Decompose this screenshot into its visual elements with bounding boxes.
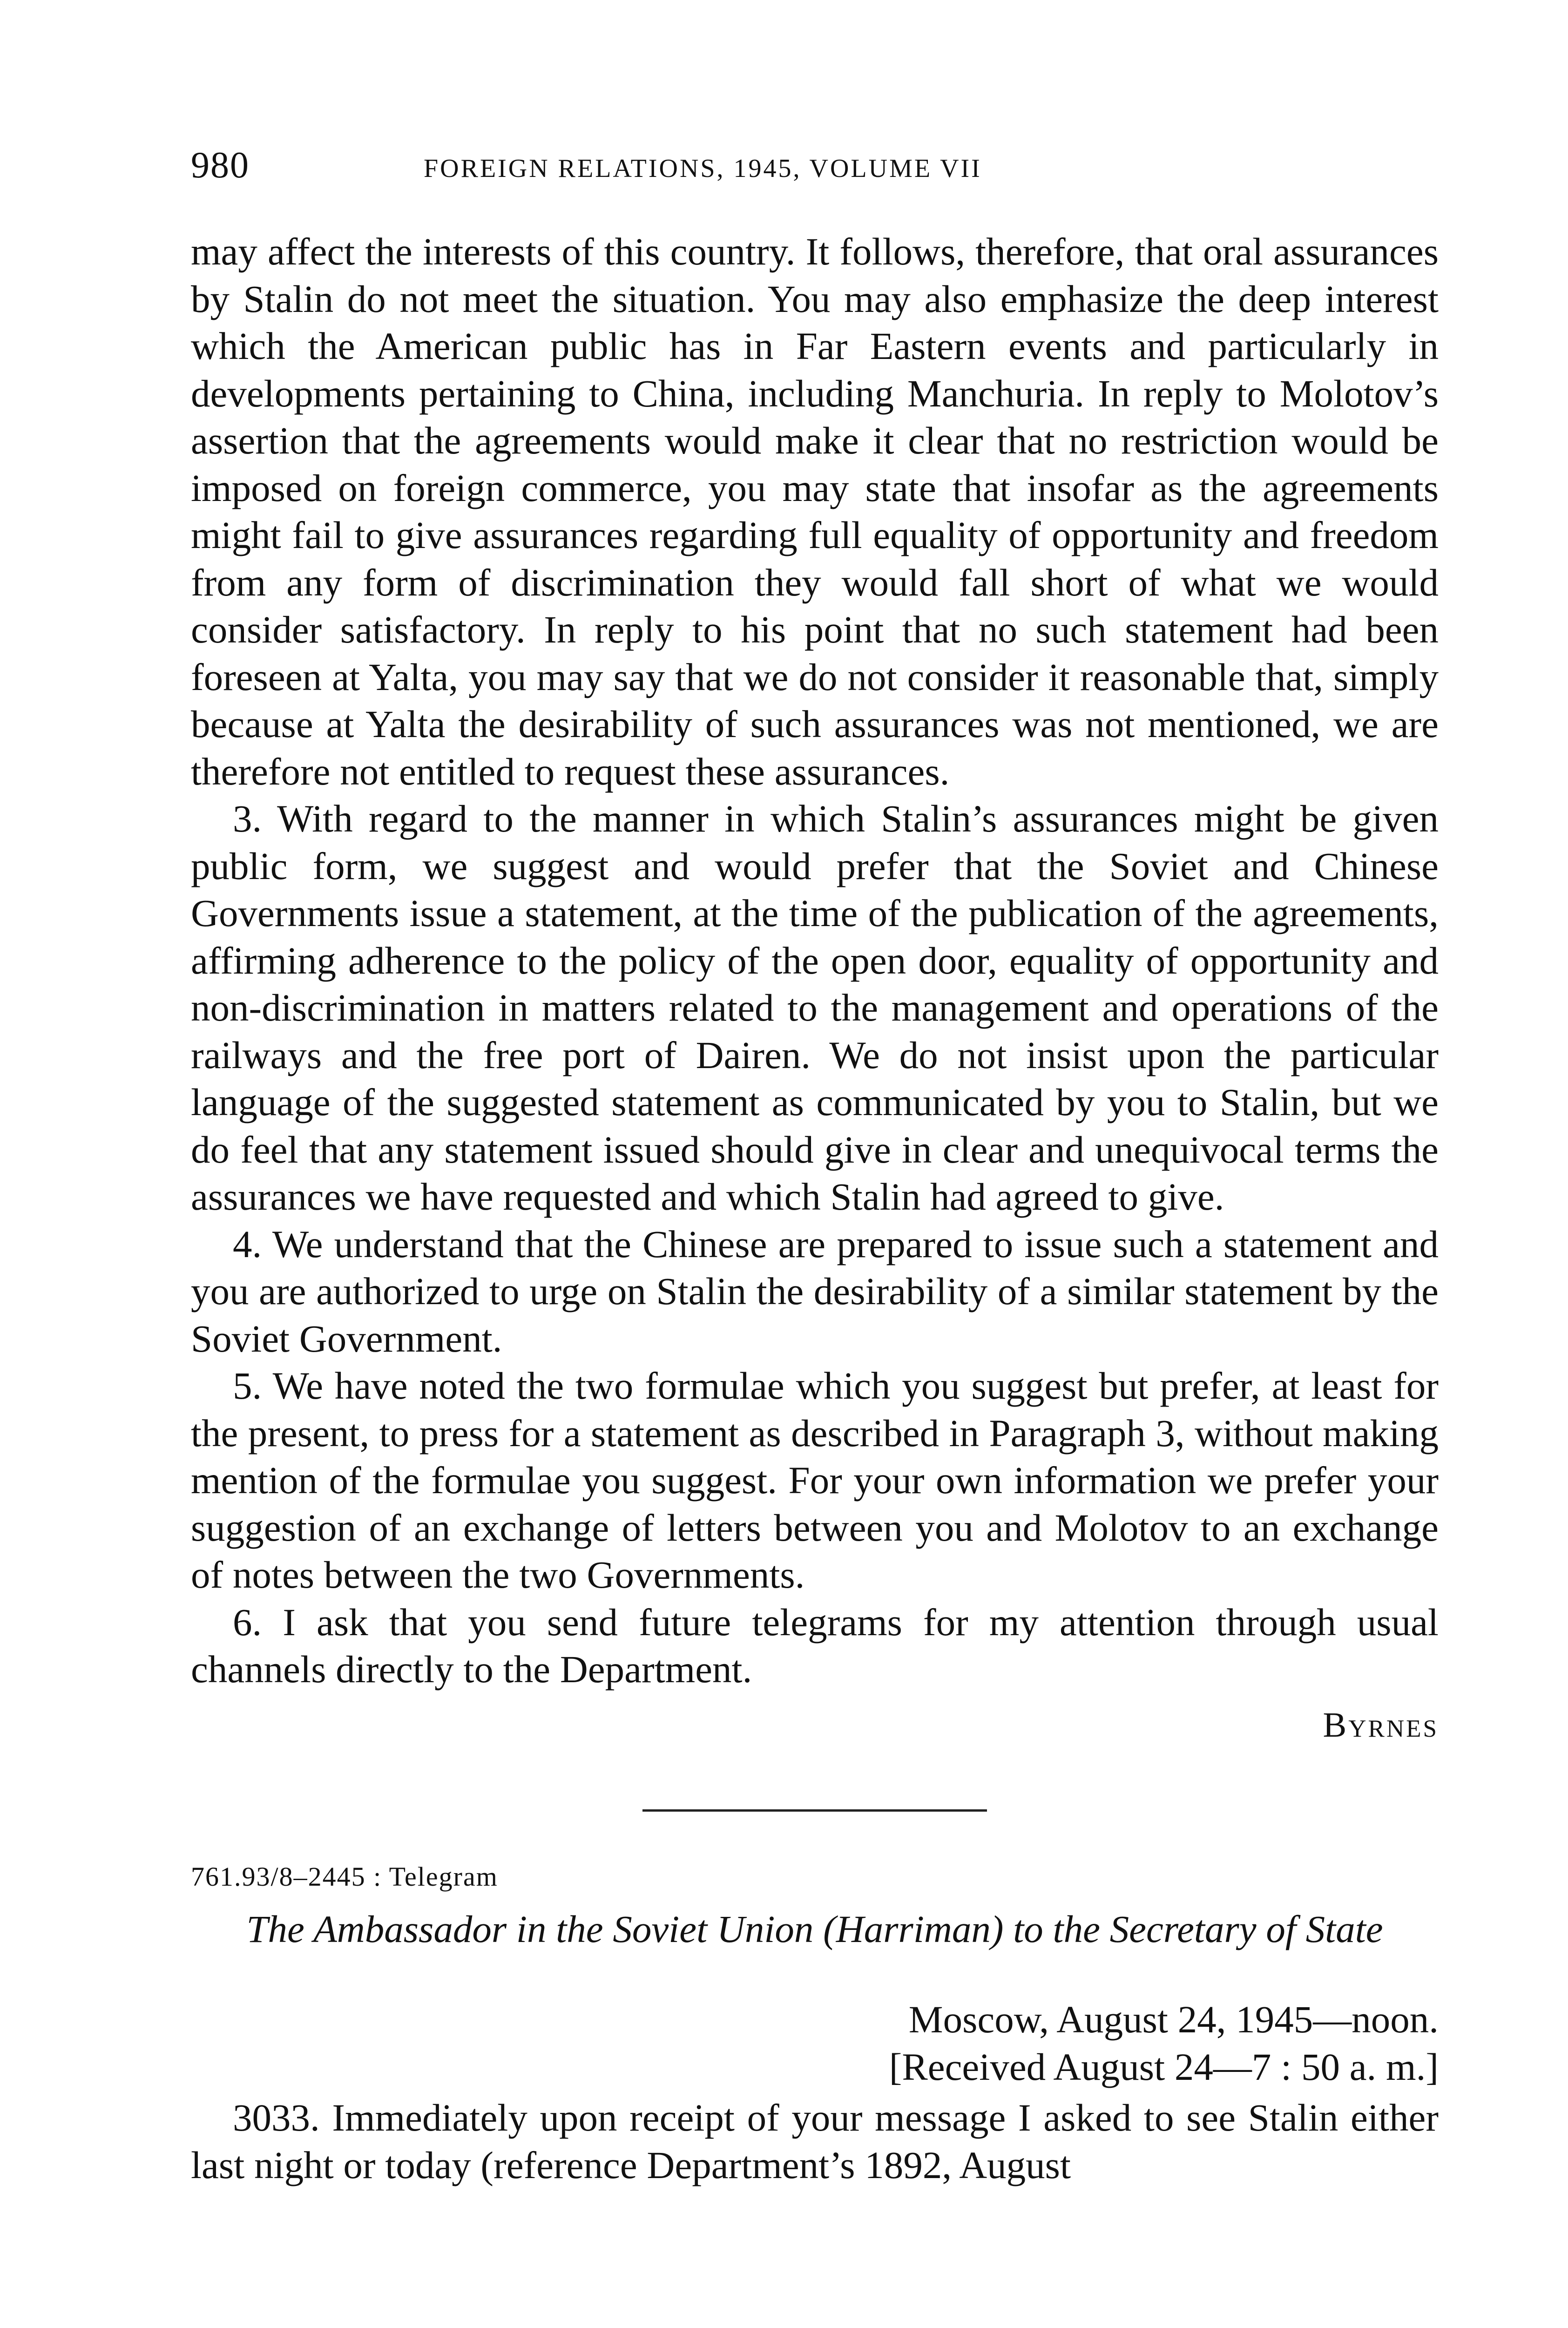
paragraph-6: 6. I ask that you send future telegrams for my attention through usual channels directly to the Department.: [191, 1600, 1439, 1691]
running-head: FOREIGN RELATIONS, 1945, VOLUME VII: [424, 154, 982, 183]
paragraph-5: 5. We have noted the two formulae which you suggest but prefer, at least for the present, to press for a statement as described in Paragraph 3, without making mention of the formulae you suggest. For your own information we prefer your suggestion of an exchange of letters between you and Molotov to an exchange of notes between the two Governments.: [191, 1364, 1439, 1596]
body-text: [191, 228, 1439, 2189]
received-line: [Received August 24—7 : 50 a. m.]: [889, 2045, 1439, 2088]
signature: Byrnes: [1323, 1705, 1439, 1745]
paragraph-3: 3. With regard to the manner in which Stalin’s assurances might be given public form, we suggest and would prefer that the Soviet and Chinese Governments issue a statement, at the time of the publication of the agreements, affirming adherence to the policy of the open door, equality of opportunity and non-discrimination in matters related to the management and operations of the railways and the free port of Dairen. We do not insist upon the particular language of the suggested statement as communicated by you to Stalin, but we do feel that any statement issued should give in clear and unequivocal terms the assurances we have requested and which Stalin had agreed to give.: [191, 797, 1439, 1218]
paragraph-4: 4. We understand that the Chinese are prepared to issue such a statement and you are authorized to urge on Stalin the desirability of a similar statement by the Soviet Government.: [191, 1222, 1439, 1360]
document-reference: 761.93/8–2445 : Telegram: [191, 1861, 498, 1892]
section-divider: [642, 1809, 987, 1812]
page-number: 980: [191, 145, 250, 186]
paragraph-continuation: may affect the interests of this country. It follows, therefore, that oral assurances by Stalin do not meet the situation. You may also emphasize the deep interest which the American public has in Far Eastern events and particularly in developments pertaining to China, including Manchuria. In reply to Molotov’s assertion that the agreements would make it clear that no restriction would be imposed on foreign commerce, you may state that insofar as the agreements might fail to give assurances regarding full equality of opportunity and freedom from any form of discrimination they would fall short of what we would consider satisfactory. In reply to his point that no such statement had been foreseen at Yalta, you may say that we do not consider it reasonable that, simply because at Yalta the desirability of such assurances was not mentioned, we are therefore not entitled to request these assurances.: [191, 230, 1439, 793]
dateline: Moscow, August 24, 1945—noon.: [908, 1998, 1439, 2041]
page-header: [191, 140, 1439, 196]
document-title: The Ambassador in the Soviet Union (Harriman) to the Secretary of State: [246, 1908, 1383, 1950]
telegram-opening: 3033. Immediately upon receipt of your message I asked to see Stalin either last night or today (reference Department’s 1892, August: [191, 2096, 1439, 2186]
